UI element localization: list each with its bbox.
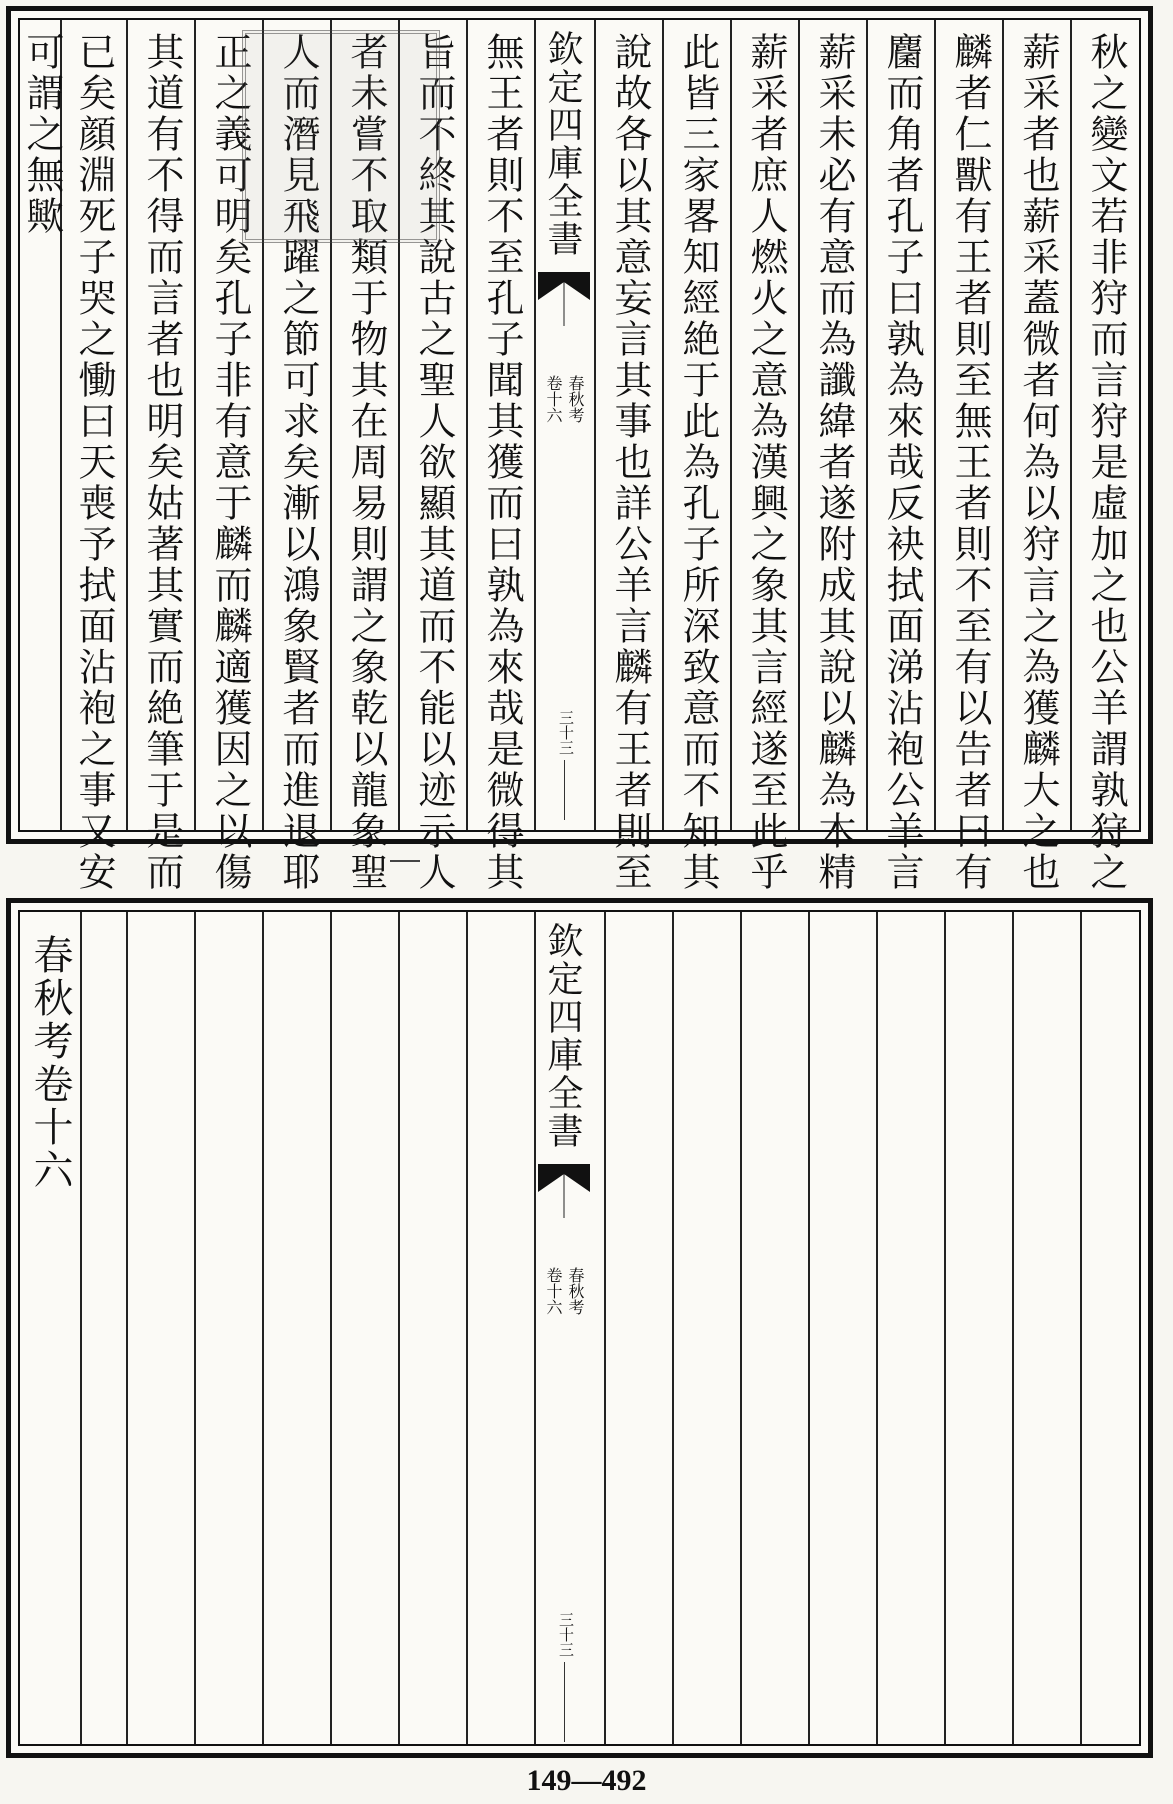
bottom-page-frame — [18, 910, 1141, 1746]
column-rule — [730, 20, 732, 830]
column-rule — [534, 20, 536, 830]
column-rule — [740, 912, 742, 1744]
column-rule — [330, 912, 332, 1744]
column-rule — [866, 20, 868, 830]
column-rule — [466, 912, 468, 1744]
text-column: 無王者則不至孔子聞其獲而曰孰為來哉是微得其 — [480, 32, 524, 893]
column-rule — [934, 20, 936, 830]
column-rule — [1002, 20, 1004, 830]
text-column: 秋之變文若非狩而言狩是虛加之也公羊謂孰狩之 — [1084, 32, 1128, 893]
bottom-page — [6, 898, 1153, 1758]
closing-title: 春秋考卷十六 — [27, 934, 73, 1192]
column-rule — [534, 912, 536, 1744]
column-rule — [194, 912, 196, 1744]
column-rule — [80, 912, 82, 1744]
text-column: 者未嘗不取類于物其在周易則謂之象乾以龍象聖 — [344, 32, 388, 893]
fold-page-number: 三十三 — [557, 1612, 575, 1657]
footer-page-label: 149—492 — [526, 1764, 647, 1797]
column-rule — [662, 20, 664, 830]
fold-center — [536, 912, 592, 1744]
fold-page-number: 三十三 — [557, 710, 575, 755]
text-column: 麟者仁獸有王者則至無王者則不至有以告者曰有 — [948, 32, 992, 893]
text-column: 可謂之無歟 — [20, 32, 64, 237]
text-column: 已矣顔淵死子哭之慟曰天喪予拭面沾袍之事又安 — [72, 32, 116, 893]
column-rule — [1012, 912, 1014, 1744]
seal-stamp — [242, 30, 440, 243]
page-divider-mark — [390, 860, 420, 862]
text-column: 薪采者也薪采蓋微者何為以狩言之為獲麟大之也 — [1016, 32, 1060, 893]
column-rule — [398, 912, 400, 1744]
fishtail-mark-icon — [536, 270, 592, 326]
column-rule — [126, 912, 128, 1744]
column-rule — [672, 912, 674, 1744]
column-rule — [798, 20, 800, 830]
column-rule — [262, 912, 264, 1744]
text-column: 正之義可明矣孔子非有意于麟而麟適獲因之以傷 — [208, 32, 252, 893]
fishtail-mark-icon — [536, 1162, 592, 1218]
text-column: 麕而角者孔子曰孰為來哉反袂拭面涕沾袍公羊言 — [880, 32, 924, 893]
text-column: 說故各以其意妄言其事也詳公羊言麟有王者則至 — [608, 32, 652, 893]
text-column: 薪采者庶人燃火之意為漢興之象其言經遂至此乎 — [744, 32, 788, 893]
column-rule — [194, 20, 196, 830]
fold-title: 欽定四庫全書 — [542, 30, 583, 258]
column-rule — [126, 20, 128, 830]
fold-line — [564, 1662, 565, 1742]
column-rule — [1080, 912, 1082, 1744]
fold-center — [536, 20, 592, 830]
top-page — [6, 6, 1153, 893]
fold-line — [564, 760, 565, 820]
text-column: 薪采未必有意而為讖緯者遂附成其說以麟為木精 — [812, 32, 856, 893]
fold-book-name: 春秋考 — [566, 1267, 585, 1315]
column-rule — [1070, 20, 1072, 830]
fold-volume: 卷十六 — [544, 375, 563, 423]
fold-book-name: 春秋考 — [566, 375, 585, 423]
column-rule — [466, 20, 468, 830]
column-rule — [808, 912, 810, 1744]
fold-volume: 卷十六 — [544, 1267, 563, 1315]
text-column: 人而潛見飛躍之節可求矣漸以鴻象賢者而進退耶 — [276, 32, 320, 893]
text-column: 旨而不終其說古之聖人欲顯其道而不能以迹示人 — [412, 32, 456, 893]
column-rule — [604, 912, 606, 1744]
fold-title: 欽定四庫全書 — [542, 922, 583, 1150]
column-rule — [594, 20, 596, 830]
column-rule — [944, 912, 946, 1744]
text-column: 此皆三家畧知經絶于此為孔子所深致意而不知其 — [676, 32, 720, 893]
column-rule — [876, 912, 878, 1744]
text-column: 其道有不得而言者也明矣姑著其實而絶筆于是而 — [140, 32, 184, 893]
top-page-frame — [18, 18, 1141, 893]
